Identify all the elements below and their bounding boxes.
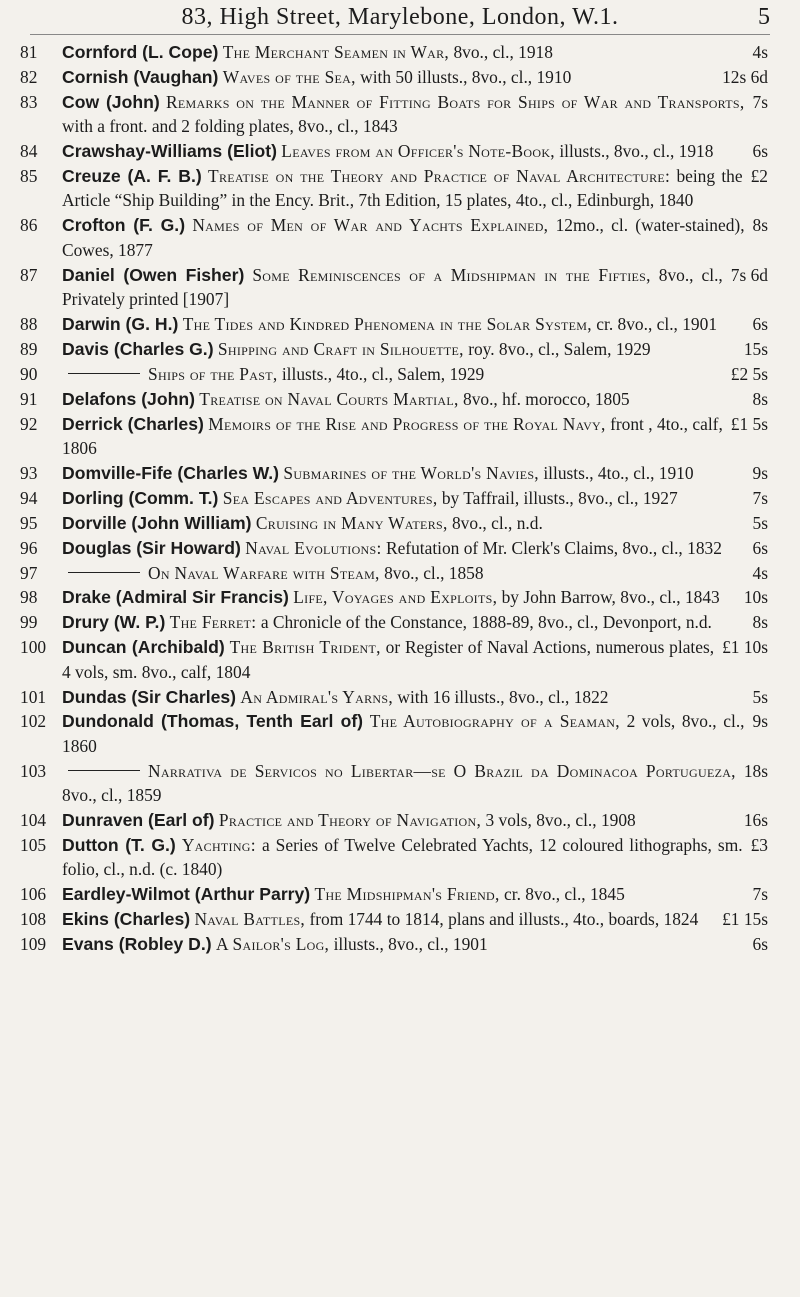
- entry-description: or Register of Naval Actions, numerous plates, 4 vols, sm. 8vo., calf, 1804: [62, 637, 715, 682]
- catalogue-entry: [20, 511, 768, 535]
- catalogue-entry: [20, 907, 768, 931]
- entry-author: Eardley-Wilmot (Arthur Parry): [62, 884, 311, 905]
- entry-title: Memoirs of the Rise and Progress of the Royal Navy,: [208, 413, 606, 434]
- entry-description: cr. 8vo., cl., 1845: [504, 884, 625, 905]
- entry-description: from 1744 to 1814, plans and illusts., 4to., boards, 1824: [309, 909, 699, 930]
- entry-description: 8vo., cl., 1859: [62, 785, 162, 806]
- entry-number: 89: [20, 338, 38, 359]
- entry-title: On Naval Warfare with Steam,: [148, 562, 380, 583]
- page-header: 83, High Street, Marylebone, London, W.1.: [181, 4, 619, 30]
- entry-title: The Autobiography of a Seaman,: [369, 711, 620, 732]
- entry-price: 8s: [752, 215, 768, 236]
- page-number: 5: [758, 4, 770, 30]
- entry-number: 85: [20, 166, 38, 187]
- entry-title: Treatise on the Theory and Practice of Naval Architecture:: [208, 166, 671, 187]
- entry-price: 15s: [743, 338, 768, 359]
- entry-title: Yachting:: [181, 835, 256, 855]
- entry-number: 91: [20, 388, 38, 409]
- entry-number: 98: [20, 587, 38, 608]
- entry-author: Dundonald (Thomas, Tenth Earl of): [62, 711, 364, 732]
- entry-author: Crofton (F. G.): [62, 215, 186, 236]
- entry-author: Domville-Fife (Charles W.): [62, 462, 280, 483]
- entry-number: 101: [20, 686, 47, 707]
- entry-author: Delafons (John): [62, 388, 195, 409]
- entry-number: 95: [20, 512, 38, 533]
- catalogue-entry: [20, 362, 768, 386]
- catalogue-entry: [20, 139, 768, 163]
- entry-price: £1 15s: [722, 909, 768, 930]
- entry-price: 9s: [752, 462, 768, 483]
- entry-title: Waves of the Sea,: [222, 66, 356, 87]
- entry-title: The British Trident,: [229, 637, 381, 658]
- entry-description: 8vo., cl., Privately printed [1907]: [62, 264, 723, 310]
- entry-price: 5s: [752, 512, 768, 533]
- entry-description: by John Barrow, 8vo., cl., 1843: [501, 587, 720, 608]
- entry-number: 81: [20, 42, 38, 62]
- entry-author: Dunraven (Earl of): [62, 810, 215, 831]
- ditto-dash: [68, 373, 140, 374]
- entry-description: roy. 8vo., cl., Salem, 1929: [468, 338, 651, 359]
- entry-title: The Ferret:: [169, 612, 257, 633]
- entry-price: 16s: [743, 810, 768, 831]
- entry-price: 10s: [743, 587, 768, 608]
- entry-description: illusts., 8vo., cl., 1901: [333, 934, 488, 955]
- header-divider: [30, 34, 770, 35]
- entry-description: cr. 8vo., cl., 1901: [596, 313, 718, 334]
- entry-author: Crawshay-Williams (Eliot): [62, 141, 277, 162]
- catalogue-entry: [20, 610, 768, 634]
- entry-title: Practice and Theory of Navigation,: [218, 810, 482, 831]
- entry-number: 87: [20, 264, 38, 285]
- catalogue-entry: [20, 90, 768, 139]
- entry-number: 84: [20, 141, 38, 162]
- catalogue-entry: [20, 461, 768, 485]
- entry-price: 6s: [752, 141, 768, 162]
- entry-number: 99: [20, 612, 38, 633]
- entry-title: Narrativa de Servicos no Libertar—se O Brazil da Dominacoa Portugueza,: [148, 760, 736, 781]
- entry-author: Cornford (L. Cope): [62, 42, 219, 62]
- catalogue-entry: [20, 412, 768, 461]
- entry-title: Naval Battles,: [194, 909, 306, 930]
- entry-price: £1 5s: [730, 413, 768, 434]
- catalogue-entry: [20, 585, 768, 609]
- entry-price: 18s: [743, 760, 768, 781]
- entry-price: 5s: [752, 686, 768, 707]
- catalogue-entry: [20, 263, 768, 312]
- entry-title: A Sailor's Log,: [215, 934, 330, 955]
- entry-number: 102: [20, 711, 47, 732]
- entry-description: 3 vols, 8vo., cl., 1908: [485, 810, 636, 831]
- entry-price: 4s: [752, 42, 768, 62]
- entry-price: 7s: [752, 91, 768, 112]
- entry-number: 103: [20, 760, 47, 781]
- entry-description: by Taffrail, illusts., 8vo., cl., 1927: [441, 487, 678, 508]
- catalogue-entry: [20, 561, 768, 585]
- entry-title: Shipping and Craft in Silhouette,: [217, 338, 464, 359]
- catalogue-entry: [20, 536, 768, 560]
- entry-description: with 50 illusts., 8vo., cl., 1910: [360, 66, 572, 87]
- entry-description: a Chronicle of the Constance, 1888-89, 8vo., cl., Devonport, n.d.: [260, 612, 712, 633]
- entry-author: Daniel (Owen Fisher): [62, 264, 245, 285]
- entry-number: 94: [20, 487, 38, 508]
- entry-title: Some Reminiscences of a Midshipman in the Fifties,: [252, 264, 651, 285]
- entry-price: 6s: [752, 934, 768, 955]
- entry-author: Evans (Robley D.): [62, 934, 212, 955]
- entry-price: 7s: [752, 884, 768, 905]
- entry-author: Cornish (Vaughan): [62, 66, 219, 87]
- entry-title: Sea Escapes and Adventures,: [222, 487, 438, 508]
- entry-price: 8s: [752, 612, 768, 633]
- entry-number: 106: [20, 884, 47, 905]
- entry-description: 8vo., cl., n.d.: [451, 512, 543, 533]
- catalogue-entry: [20, 685, 768, 709]
- entry-description: illusts., 4to., cl., 1910: [543, 462, 694, 483]
- entry-price: £2: [750, 166, 768, 187]
- entry-price: 6s: [752, 537, 768, 558]
- entry-number: 97: [20, 562, 38, 583]
- entry-title: Treatise on Naval Courts Martial,: [199, 388, 459, 409]
- entry-number: 93: [20, 462, 38, 483]
- entry-description: 2 vols, 8vo., cl., 1860: [62, 711, 745, 756]
- entry-description: with a front. and 2 folding plates, 8vo., cl., 1843: [62, 116, 398, 137]
- entry-description: with 16 illusts., 8vo., cl., 1822: [397, 686, 609, 707]
- entry-title: Leaves from an Officer's Note-Book,: [281, 141, 555, 162]
- entry-author: Davis (Charles G.): [62, 338, 214, 359]
- entry-number: 100: [20, 637, 47, 658]
- entry-number: 82: [20, 66, 38, 87]
- entry-description: 8vo., hf. morocco, 1805: [463, 388, 630, 409]
- entry-number: 104: [20, 810, 47, 831]
- entry-description: a Series of Twelve Celebrated Yachts, 12 coloured lithographs, sm. folio, cl., n.d. (c. 1840): [62, 835, 743, 880]
- entry-price: 12s 6d: [722, 66, 768, 87]
- entry-description: 8vo., cl., 1918: [453, 42, 553, 62]
- entry-author: Darwin (G. H.): [62, 313, 179, 334]
- entry-author: Duncan (Archibald): [62, 637, 225, 658]
- entry-author: Derrick (Charles): [62, 413, 204, 434]
- entry-title: The Merchant Seamen in War,: [222, 42, 450, 62]
- entry-author: Dundas (Sir Charles): [62, 686, 237, 707]
- entry-author: Dorling (Comm. T.): [62, 487, 219, 508]
- entry-author: Drake (Admiral Sir Francis): [62, 587, 289, 608]
- entry-number: 92: [20, 413, 38, 434]
- catalogue-entries: [20, 40, 768, 957]
- entry-author: Dorville (John William): [62, 512, 252, 533]
- entry-price: 7s: [752, 487, 768, 508]
- entry-description: illusts., 8vo., cl., 1918: [559, 141, 714, 162]
- catalogue-entry: [20, 833, 768, 882]
- catalogue-entry: [20, 312, 768, 336]
- entry-price: 7s 6d: [730, 264, 768, 285]
- catalogue-entry: [20, 337, 768, 361]
- entry-price: 8s: [752, 388, 768, 409]
- entry-title: The Midshipman's Friend,: [314, 884, 500, 905]
- entry-number: 109: [20, 934, 47, 955]
- entry-author: Drury (W. P.): [62, 612, 166, 633]
- entry-price: 6s: [752, 313, 768, 334]
- entry-author: Dutton (T. G.): [62, 835, 176, 855]
- entry-description: Refutation of Mr. Clerk's Claims, 8vo., cl., 1832: [385, 537, 722, 558]
- ditto-dash: [68, 572, 140, 573]
- catalogue-entry: [20, 808, 768, 832]
- catalogue-entry: [20, 40, 768, 64]
- ditto-dash: [68, 770, 140, 771]
- catalogue-entry: [20, 164, 768, 213]
- entry-price: £1 10s: [722, 637, 768, 658]
- entry-number: 96: [20, 537, 38, 558]
- entry-number: 83: [20, 91, 38, 112]
- entry-title: Cruising in Many Waters,: [255, 512, 448, 533]
- entry-description: 8vo., cl., 1858: [384, 562, 484, 583]
- entry-description: being the Article “Ship Building” in the Ency. Brit., 7th Edition, 15 plates, 4to., cl., Edinburgh, 1840: [62, 166, 743, 211]
- entry-number: 105: [20, 835, 47, 855]
- entry-title: Names of Men of War and Yachts Explained,: [192, 215, 549, 236]
- catalogue-entry: [20, 932, 768, 956]
- entry-title: Submarines of the World's Navies,: [283, 462, 539, 483]
- catalogue-entry: [20, 486, 768, 510]
- catalogue-entry: [20, 882, 768, 906]
- catalogue-entry: [20, 387, 768, 411]
- entry-title: An Admiral's Yarns,: [240, 686, 394, 707]
- catalogue-entry: [20, 759, 768, 808]
- catalogue-entry: [20, 635, 768, 684]
- entry-title: Remarks on the Manner of Fitting Boats for Ships of War and Transports,: [165, 91, 745, 112]
- entry-title: The Tides and Kindred Phenomena in the Solar System,: [182, 313, 592, 334]
- entry-price: 4s: [752, 562, 768, 583]
- entry-description: illusts., 4to., cl., Salem, 1929: [281, 363, 485, 384]
- entry-author: Ekins (Charles): [62, 909, 191, 930]
- entry-number: 108: [20, 909, 47, 930]
- entry-number: 86: [20, 215, 38, 236]
- catalogue-entry: [20, 65, 768, 89]
- entry-title: Naval Evolutions:: [245, 537, 382, 558]
- entry-title: Life, Voyages and Exploits,: [293, 587, 498, 608]
- entry-number: 88: [20, 313, 38, 334]
- entry-title: Ships of the Past,: [148, 363, 278, 384]
- entry-author: Douglas (Sir Howard): [62, 537, 241, 558]
- entry-author: Cow (John): [62, 91, 160, 112]
- entry-author: Creuze (A. F. B.): [62, 166, 202, 187]
- catalogue-entry: [20, 213, 768, 262]
- entry-description: 12mo., cl. (water-stained), Cowes, 1877: [62, 215, 745, 260]
- entry-description: front , 4to., calf, 1806: [62, 413, 723, 458]
- entry-price: 9s: [752, 711, 768, 732]
- entry-price: £2 5s: [730, 363, 768, 384]
- catalogue-entry: [20, 709, 768, 758]
- entry-number: 90: [20, 363, 38, 384]
- entry-price: £3: [750, 835, 768, 855]
